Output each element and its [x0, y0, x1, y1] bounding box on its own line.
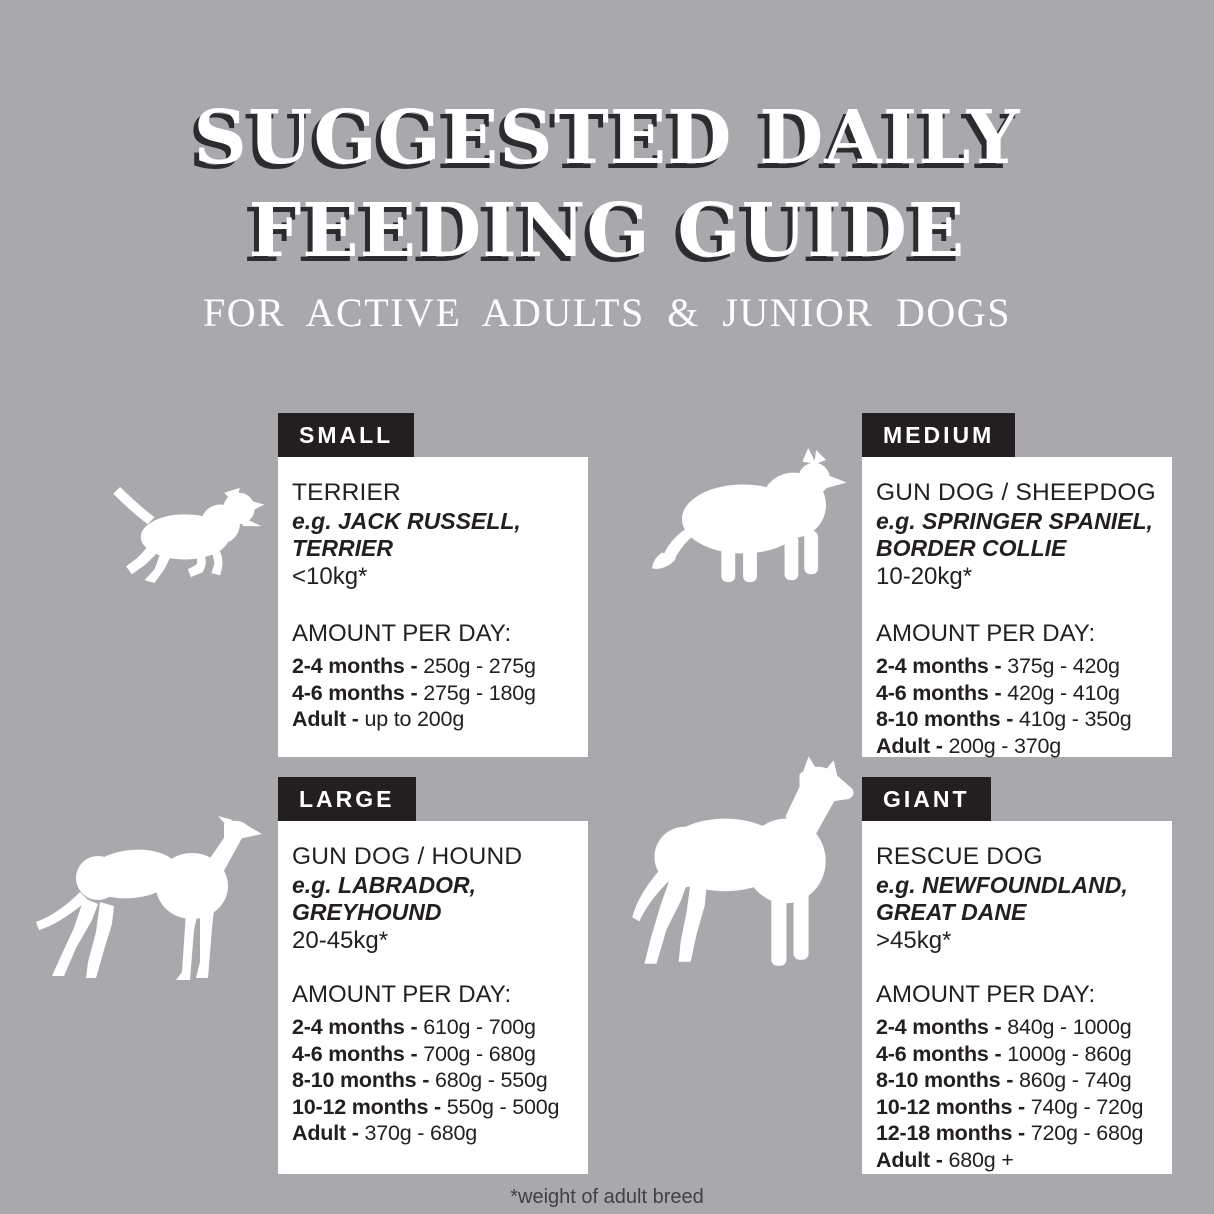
feeding-row	[876, 680, 1159, 707]
example-breeds	[292, 872, 575, 926]
page-title-line1: SUGGESTED DAILY	[193, 95, 1021, 181]
row-label: 4-6 months -	[292, 1041, 418, 1066]
amount-heading: AMOUNT PER DAY:	[876, 981, 1096, 1008]
row-value: 275g - 180g	[423, 680, 536, 705]
example-prefix: e.g.	[876, 508, 916, 534]
row-value: 250g - 275g	[423, 654, 536, 678]
row-label: 8-10 months -	[876, 707, 1014, 732]
size-tab-small-label: SMALL	[299, 421, 394, 448]
row-value: 860g - 740g	[1018, 1068, 1132, 1093]
row-value: 420g - 410g	[1007, 680, 1120, 705]
feeding-row	[292, 1094, 575, 1121]
weight-range: >45kg*	[876, 927, 952, 954]
row-value: 370g - 680g	[364, 1121, 478, 1146]
greyhound-silhouette-icon	[22, 812, 266, 984]
size-tab-large	[278, 777, 416, 821]
row-value: 700g - 680g	[423, 1041, 536, 1066]
row-value: 610g - 700g	[423, 1015, 536, 1039]
feeding-row	[876, 1014, 1159, 1041]
weight-range: 20-45kg*	[292, 927, 389, 954]
feeding-row	[876, 1041, 1159, 1068]
size-tab-small	[278, 413, 414, 457]
amount-heading: AMOUNT PER DAY:	[292, 981, 512, 1008]
feeding-row	[876, 706, 1159, 733]
size-tab-medium	[862, 413, 1015, 457]
row-label: 12-18 months -	[876, 1121, 1025, 1146]
row-label: 10-12 months -	[876, 1094, 1025, 1119]
example-names: NEWFOUNDLAND, GREAT DANE	[876, 872, 1128, 925]
example-names: JACK RUSSELL, TERRIER	[292, 508, 521, 561]
row-label: Adult -	[292, 1121, 359, 1146]
row-value: 840g - 1000g	[1007, 1015, 1132, 1039]
feeding-row	[292, 680, 575, 707]
example-prefix: e.g.	[876, 872, 916, 898]
feeding-row	[876, 653, 1159, 680]
sheepdog-silhouette-icon	[645, 446, 855, 594]
example-names: LABRADOR, GREYHOUND	[292, 872, 477, 925]
example-prefix: e.g.	[292, 872, 332, 898]
feeding-row	[292, 653, 575, 680]
page-title	[0, 92, 1214, 278]
row-label: 4-6 months -	[876, 680, 1002, 705]
example-breeds	[292, 508, 575, 562]
size-tab-giant-label: GIANT	[883, 785, 970, 812]
row-label: 8-10 months -	[876, 1068, 1014, 1093]
example-names: SPRINGER SPANIEL, BORDER COLLIE	[876, 508, 1153, 561]
page-title-line2: FEEDING GUIDE	[248, 188, 966, 274]
feeding-row	[876, 1094, 1159, 1121]
row-value: 1000g - 860g	[1007, 1041, 1132, 1066]
card-small	[278, 457, 588, 757]
row-label: 2-4 months -	[876, 654, 1002, 678]
weight-range: 10-20kg*	[876, 563, 973, 590]
example-breeds	[876, 872, 1159, 926]
terrier-silhouette-icon	[98, 478, 266, 586]
breed-type: TERRIER	[292, 479, 401, 506]
row-label: 2-4 months -	[292, 1015, 418, 1039]
weight-range: <10kg*	[292, 563, 368, 590]
card-giant	[862, 821, 1172, 1174]
feeding-row	[292, 706, 575, 733]
row-label: 2-4 months -	[292, 654, 418, 678]
great-dane-silhouette-icon	[592, 752, 864, 974]
size-tab-medium-label: MEDIUM	[883, 421, 995, 448]
card-medium	[862, 457, 1172, 757]
feeding-row	[876, 1147, 1159, 1174]
row-label: 4-6 months -	[876, 1041, 1002, 1066]
row-label: 4-6 months -	[292, 680, 418, 705]
row-value: 200g - 370g	[948, 733, 1062, 758]
row-label: 2-4 months -	[876, 1015, 1002, 1039]
example-breeds	[876, 508, 1159, 562]
breed-type: GUN DOG / SHEEPDOG	[876, 479, 1156, 506]
row-value: 740g - 720g	[1030, 1094, 1144, 1119]
feeding-row	[292, 1041, 575, 1068]
row-value: 550g - 500g	[446, 1094, 560, 1119]
card-large	[278, 821, 588, 1174]
row-label: Adult -	[876, 733, 943, 758]
amount-heading: AMOUNT PER DAY:	[292, 620, 512, 647]
feeding-row	[292, 1067, 575, 1094]
example-prefix: e.g.	[292, 508, 332, 534]
row-value: 680g - 550g	[434, 1068, 548, 1093]
row-value: 410g - 350g	[1018, 707, 1132, 732]
row-value: 680g +	[948, 1147, 1014, 1172]
row-label: 10-12 months -	[292, 1094, 441, 1119]
row-value: up to 200g	[364, 707, 465, 732]
row-label: Adult -	[292, 707, 359, 732]
row-value: 375g - 420g	[1007, 654, 1120, 678]
size-tab-large-label: LARGE	[299, 785, 395, 812]
feeding-row	[292, 1120, 575, 1147]
size-tab-giant	[862, 777, 991, 821]
breed-type: RESCUE DOG	[876, 843, 1043, 870]
footnote: *weight of adult breed	[510, 1186, 704, 1208]
row-label: Adult -	[876, 1147, 943, 1172]
feeding-row	[876, 733, 1159, 760]
breed-type: GUN DOG / HOUND	[292, 843, 523, 870]
row-label: 8-10 months -	[292, 1068, 430, 1093]
amount-heading: AMOUNT PER DAY:	[876, 620, 1096, 647]
feeding-row	[876, 1120, 1159, 1147]
feeding-row	[292, 1014, 575, 1041]
row-value: 720g - 680g	[1030, 1121, 1144, 1146]
feeding-row	[876, 1067, 1159, 1094]
page-subtitle: FOR ACTIVE ADULTS & JUNIOR DOGS	[203, 290, 1011, 335]
